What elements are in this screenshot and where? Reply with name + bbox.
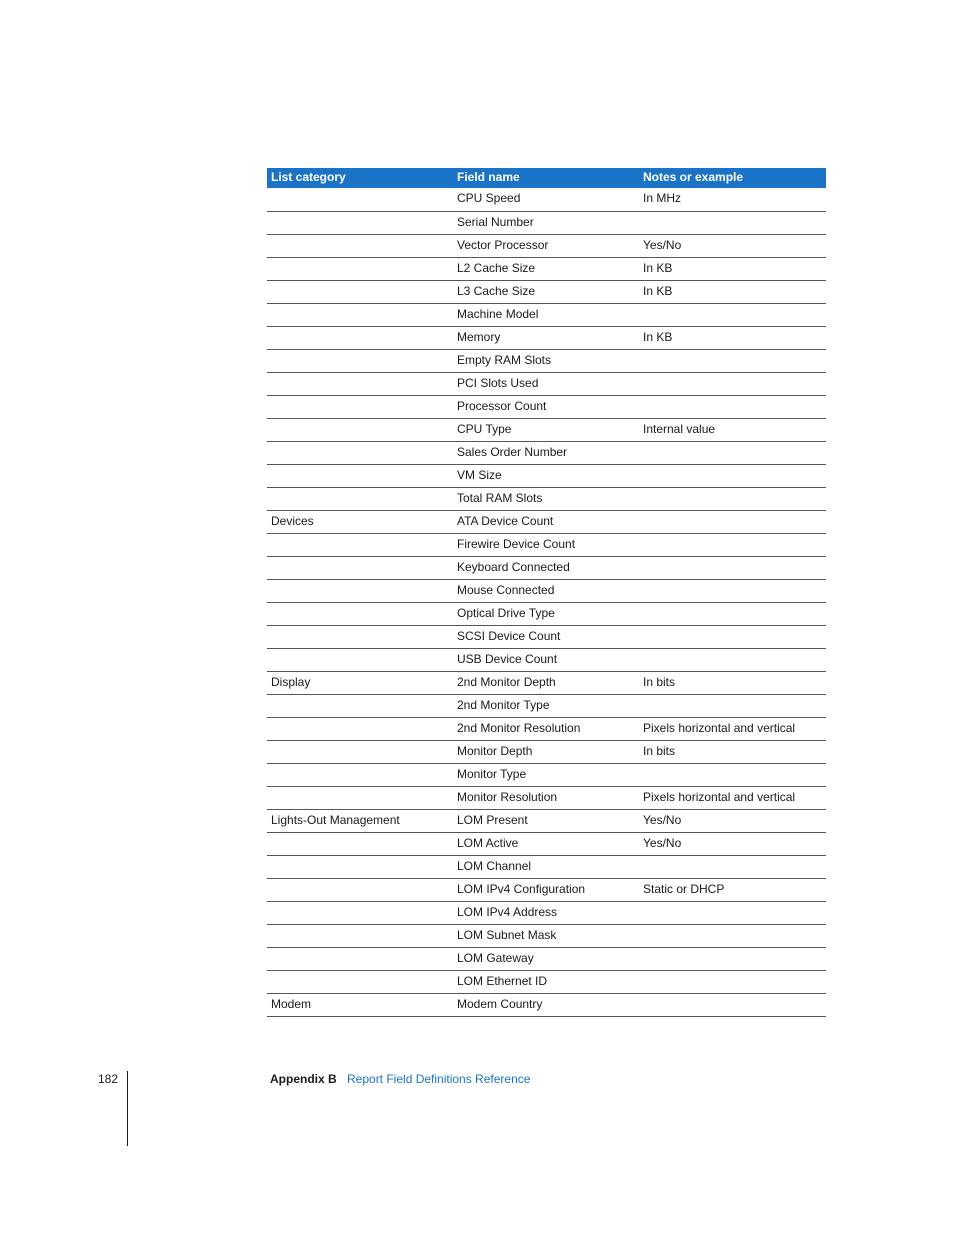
cell-list-category bbox=[267, 695, 453, 718]
cell-field-name: LOM IPv4 Address bbox=[453, 902, 639, 925]
table-row bbox=[267, 810, 826, 833]
cell-field-name: Empty RAM Slots bbox=[453, 350, 639, 373]
table-row bbox=[267, 258, 826, 281]
cell-field-name: Machine Model bbox=[453, 304, 639, 327]
table-row bbox=[267, 304, 826, 327]
cell-notes: Yes/No bbox=[639, 235, 826, 258]
cell-field-name: SCSI Device Count bbox=[453, 626, 639, 649]
cell-field-name: Monitor Resolution bbox=[453, 787, 639, 810]
cell-notes bbox=[639, 994, 826, 1017]
cell-list-category: Devices bbox=[267, 511, 453, 534]
cell-field-name: LOM Active bbox=[453, 833, 639, 856]
cell-notes: Yes/No bbox=[639, 810, 826, 833]
table-row bbox=[267, 994, 826, 1017]
footer-appendix-label: Appendix B bbox=[270, 1072, 337, 1086]
cell-field-name: Vector Processor bbox=[453, 235, 639, 258]
cell-field-name: Firewire Device Count bbox=[453, 534, 639, 557]
table-row bbox=[267, 350, 826, 373]
cell-notes bbox=[639, 925, 826, 948]
cell-list-category bbox=[267, 856, 453, 879]
cell-notes bbox=[639, 971, 826, 994]
table-row bbox=[267, 212, 826, 235]
table-row bbox=[267, 856, 826, 879]
cell-list-category bbox=[267, 188, 453, 212]
cell-notes: Pixels horizontal and vertical bbox=[639, 718, 826, 741]
cell-field-name: ATA Device Count bbox=[453, 511, 639, 534]
cell-notes bbox=[639, 212, 826, 235]
cell-list-category bbox=[267, 212, 453, 235]
cell-list-category bbox=[267, 258, 453, 281]
cell-field-name: Processor Count bbox=[453, 396, 639, 419]
table-row bbox=[267, 833, 826, 856]
cell-field-name: USB Device Count bbox=[453, 649, 639, 672]
cell-list-category bbox=[267, 787, 453, 810]
cell-list-category bbox=[267, 603, 453, 626]
cell-list-category bbox=[267, 304, 453, 327]
table-row bbox=[267, 442, 826, 465]
cell-list-category bbox=[267, 534, 453, 557]
table-row bbox=[267, 511, 826, 534]
field-definitions-table-container bbox=[267, 168, 826, 1017]
table-row bbox=[267, 281, 826, 304]
cell-list-category bbox=[267, 971, 453, 994]
cell-list-category bbox=[267, 948, 453, 971]
cell-field-name: VM Size bbox=[453, 465, 639, 488]
cell-notes bbox=[639, 373, 826, 396]
table-row bbox=[267, 557, 826, 580]
cell-notes bbox=[639, 649, 826, 672]
cell-list-category bbox=[267, 833, 453, 856]
cell-list-category bbox=[267, 925, 453, 948]
table-row bbox=[267, 396, 826, 419]
cell-field-name: 2nd Monitor Resolution bbox=[453, 718, 639, 741]
cell-list-category bbox=[267, 396, 453, 419]
cell-field-name: Keyboard Connected bbox=[453, 557, 639, 580]
table-row bbox=[267, 626, 826, 649]
cell-notes bbox=[639, 442, 826, 465]
table-header bbox=[267, 168, 826, 188]
cell-notes bbox=[639, 350, 826, 373]
cell-notes: Pixels horizontal and vertical bbox=[639, 787, 826, 810]
cell-field-name: Mouse Connected bbox=[453, 580, 639, 603]
cell-list-category bbox=[267, 350, 453, 373]
cell-field-name: Memory bbox=[453, 327, 639, 350]
cell-list-category bbox=[267, 373, 453, 396]
cell-list-category bbox=[267, 764, 453, 787]
cell-notes: In MHz bbox=[639, 188, 826, 212]
cell-field-name: L2 Cache Size bbox=[453, 258, 639, 281]
cell-notes: In KB bbox=[639, 258, 826, 281]
cell-list-category bbox=[267, 488, 453, 511]
cell-list-category: Display bbox=[267, 672, 453, 695]
cell-list-category bbox=[267, 281, 453, 304]
cell-notes bbox=[639, 557, 826, 580]
table-row bbox=[267, 373, 826, 396]
table-row bbox=[267, 534, 826, 557]
table-row bbox=[267, 649, 826, 672]
header-list-category: List category bbox=[267, 168, 453, 188]
table-row bbox=[267, 465, 826, 488]
cell-notes bbox=[639, 534, 826, 557]
cell-field-name: 2nd Monitor Depth bbox=[453, 672, 639, 695]
table-row bbox=[267, 741, 826, 764]
cell-notes: Internal value bbox=[639, 419, 826, 442]
table-row bbox=[267, 488, 826, 511]
cell-list-category bbox=[267, 442, 453, 465]
cell-field-name: Total RAM Slots bbox=[453, 488, 639, 511]
cell-notes: In KB bbox=[639, 327, 826, 350]
table-row bbox=[267, 787, 826, 810]
cell-notes bbox=[639, 304, 826, 327]
cell-field-name: Optical Drive Type bbox=[453, 603, 639, 626]
cell-notes: Static or DHCP bbox=[639, 879, 826, 902]
table-row bbox=[267, 603, 826, 626]
cell-field-name: CPU Type bbox=[453, 419, 639, 442]
table-row bbox=[267, 879, 826, 902]
cell-list-category bbox=[267, 741, 453, 764]
page-number: 182 bbox=[98, 1072, 119, 1086]
header-row bbox=[267, 168, 826, 188]
cell-list-category bbox=[267, 235, 453, 258]
cell-list-category bbox=[267, 580, 453, 603]
cell-list-category: Lights-Out Management bbox=[267, 810, 453, 833]
cell-field-name: L3 Cache Size bbox=[453, 281, 639, 304]
cell-field-name: LOM Channel bbox=[453, 856, 639, 879]
header-notes: Notes or example bbox=[639, 168, 826, 188]
cell-field-name: PCI Slots Used bbox=[453, 373, 639, 396]
cell-notes: In KB bbox=[639, 281, 826, 304]
cell-field-name: Serial Number bbox=[453, 212, 639, 235]
header-field-name: Field name bbox=[453, 168, 639, 188]
cell-list-category bbox=[267, 557, 453, 580]
cell-notes bbox=[639, 580, 826, 603]
cell-field-name: LOM Subnet Mask bbox=[453, 925, 639, 948]
table-row bbox=[267, 695, 826, 718]
cell-notes bbox=[639, 396, 826, 419]
table-row bbox=[267, 925, 826, 948]
table-row bbox=[267, 718, 826, 741]
cell-notes bbox=[639, 465, 826, 488]
table-row bbox=[267, 971, 826, 994]
table-body bbox=[267, 188, 826, 1017]
cell-notes bbox=[639, 695, 826, 718]
cell-list-category bbox=[267, 902, 453, 925]
cell-list-category bbox=[267, 465, 453, 488]
table-row bbox=[267, 327, 826, 350]
footer-section-title-link[interactable]: Report Field Definitions Reference bbox=[347, 1072, 531, 1086]
cell-notes bbox=[639, 764, 826, 787]
cell-list-category bbox=[267, 879, 453, 902]
cell-notes: Yes/No bbox=[639, 833, 826, 856]
cell-list-category bbox=[267, 718, 453, 741]
field-definitions-table bbox=[267, 168, 826, 1017]
table-row bbox=[267, 235, 826, 258]
cell-field-name: CPU Speed bbox=[453, 188, 639, 212]
cell-list-category bbox=[267, 649, 453, 672]
cell-list-category bbox=[267, 327, 453, 350]
table-row bbox=[267, 419, 826, 442]
cell-notes bbox=[639, 488, 826, 511]
cell-field-name: 2nd Monitor Type bbox=[453, 695, 639, 718]
cell-field-name: Sales Order Number bbox=[453, 442, 639, 465]
cell-notes bbox=[639, 948, 826, 971]
table-row bbox=[267, 764, 826, 787]
cell-field-name: LOM IPv4 Configuration bbox=[453, 879, 639, 902]
cell-notes bbox=[639, 902, 826, 925]
table-row bbox=[267, 948, 826, 971]
cell-list-category bbox=[267, 626, 453, 649]
cell-notes: In bits bbox=[639, 741, 826, 764]
cell-notes bbox=[639, 511, 826, 534]
table-row bbox=[267, 580, 826, 603]
table-row bbox=[267, 902, 826, 925]
cell-field-name: Monitor Type bbox=[453, 764, 639, 787]
cell-field-name: LOM Present bbox=[453, 810, 639, 833]
cell-notes: In bits bbox=[639, 672, 826, 695]
cell-list-category bbox=[267, 419, 453, 442]
cell-field-name: Modem Country bbox=[453, 994, 639, 1017]
cell-list-category: Modem bbox=[267, 994, 453, 1017]
cell-field-name: Monitor Depth bbox=[453, 741, 639, 764]
cell-notes bbox=[639, 856, 826, 879]
cell-notes bbox=[639, 603, 826, 626]
table-row bbox=[267, 672, 826, 695]
footer-divider bbox=[127, 1071, 128, 1146]
cell-field-name: LOM Gateway bbox=[453, 948, 639, 971]
table-row bbox=[267, 188, 826, 212]
cell-notes bbox=[639, 626, 826, 649]
cell-field-name: LOM Ethernet ID bbox=[453, 971, 639, 994]
